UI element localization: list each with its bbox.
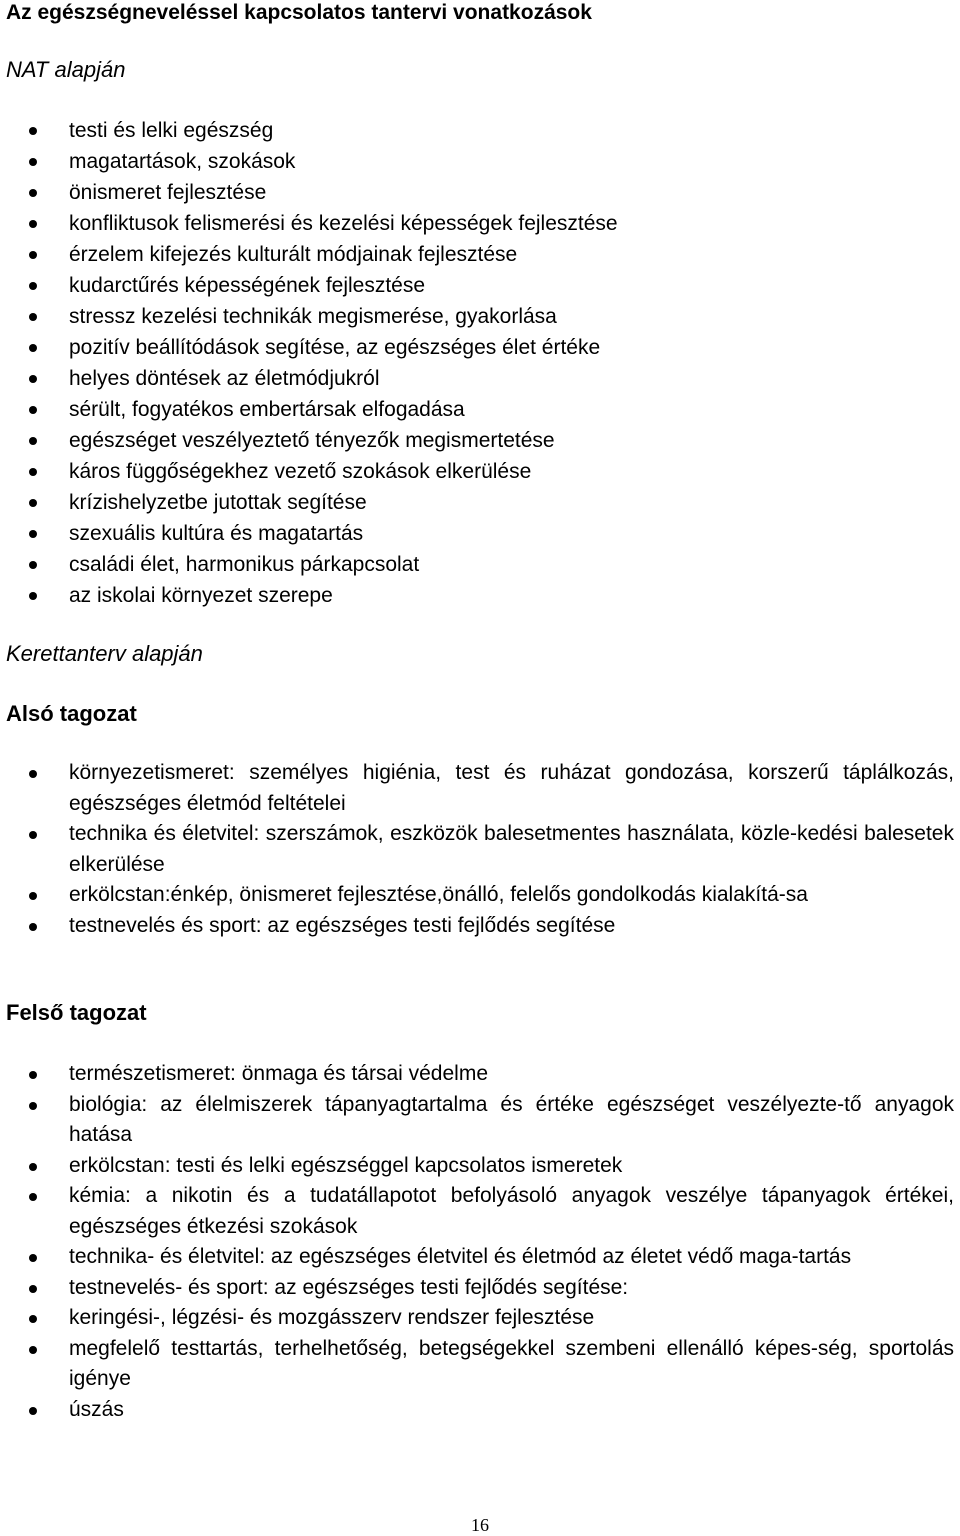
list-item (0, 1151, 960, 1182)
list-item-text: magatartások, szokások (69, 150, 296, 173)
list-item-text: helyes döntések az életmódjukról (69, 367, 380, 390)
bullet-icon (29, 1254, 37, 1262)
bullet-icon (29, 499, 37, 507)
list-item (0, 580, 960, 611)
page-number: 16 (471, 1515, 489, 1535)
bullet-icon (29, 770, 37, 778)
list-item (0, 177, 960, 208)
list-item (0, 301, 960, 332)
list-item-text: testnevelés és sport: az egészséges testi fejlődés segítése (69, 913, 616, 937)
list-item (0, 1395, 960, 1426)
list-item-text: krízishelyzetbe jutottak segítése (69, 491, 367, 514)
bullet-icon (29, 1346, 37, 1354)
list-item-text: kudarctűrés képességének fejlesztése (69, 274, 426, 297)
kerettanterv-heading: Kerettanterv alapján (6, 641, 203, 666)
list-item (0, 332, 960, 363)
list-item-text: testi és lelki egészség (69, 119, 274, 142)
list-item (0, 819, 960, 880)
list-item (0, 1242, 960, 1273)
list-item-text: erkölcstan: testi és lelki egészséggel kapcsolatos ismeretek (69, 1153, 623, 1177)
bullet-icon (29, 892, 37, 900)
list-item (0, 880, 960, 911)
nat-list (0, 115, 960, 611)
bullet-icon (29, 220, 37, 228)
bullet-icon (29, 561, 37, 569)
list-item (0, 394, 960, 425)
list-item-text: megfelelő testtartás, terhelhetőség, betegségekkel szembeni ellenálló képes-ség, sportolás igénye (69, 1336, 954, 1390)
bullet-icon (29, 923, 37, 931)
list-item-text: konfliktusok felismerési és kezelési képességek fejlesztése (69, 212, 618, 235)
list-item (0, 758, 960, 819)
list-item-text: technika- és életvitel: az egészséges életvitel és életmód az életet védő maga-tartás (69, 1245, 852, 1268)
bullet-icon (29, 375, 37, 383)
bullet-icon (29, 831, 37, 839)
list-item-text: környezetismeret: személyes higiénia, test és ruházat gondozása, korszerű táplálkozás, egészséges életmód feltételei (69, 761, 954, 815)
list-item (0, 456, 960, 487)
list-item (0, 1090, 960, 1151)
list-item-text: szexuális kultúra és magatartás (69, 522, 364, 545)
list-item-text: érzelem kifejezés kulturált módjainak fejlesztése (69, 243, 518, 266)
list-item (0, 518, 960, 549)
list-item (0, 1273, 960, 1304)
list-item (0, 115, 960, 146)
list-item (0, 1059, 960, 1090)
bullet-icon (29, 1285, 37, 1293)
list-item-text: stressz kezelési technikák megismerése, gyakorlása (69, 305, 557, 328)
list-item-text: egészséget veszélyeztető tényezők megismertetése (69, 429, 555, 452)
list-item (0, 487, 960, 518)
bullet-icon (29, 251, 37, 259)
bullet-icon (29, 282, 37, 290)
list-item-text: erkölcstan:énkép, önismeret fejlesztése,önálló, felelős gondolkodás kialakítá-sa (69, 883, 808, 906)
list-item-text: testnevelés- és sport: az egészséges testi fejlődés segítése: (69, 1275, 629, 1299)
bullet-icon (29, 530, 37, 538)
felso-tagozat-heading: Felső tagozat (6, 1000, 147, 1025)
list-item (0, 1334, 960, 1395)
list-item-text: kémia: a nikotin és a tudatállapotot befolyásoló anyagok veszélye tápanyagok értékei, egészséges étkezési szokások (69, 1184, 954, 1238)
list-item (0, 270, 960, 301)
bullet-icon (29, 189, 37, 197)
list-item-text: önismeret fejlesztése (69, 181, 267, 204)
also-tagozat-heading: Alsó tagozat (6, 701, 137, 726)
list-item (0, 146, 960, 177)
felso-list (0, 1059, 960, 1425)
list-item (0, 208, 960, 239)
bullet-icon (29, 592, 37, 600)
list-item-text: pozitív beállítódások segítése, az egészséges élet értéke (69, 336, 601, 359)
nat-heading: NAT alapján (6, 57, 126, 82)
list-item-text: természetismeret: önmaga és társai védelme (69, 1062, 489, 1085)
list-item (0, 425, 960, 456)
bullet-icon (29, 158, 37, 166)
also-list (0, 758, 960, 941)
bullet-icon (29, 437, 37, 445)
list-item-text: káros függőségekhez vezető szokások elkerülése (69, 460, 532, 483)
bullet-icon (29, 1102, 37, 1110)
bullet-icon (29, 344, 37, 352)
bullet-icon (29, 1071, 37, 1079)
list-item-text: úszás (69, 1397, 124, 1421)
document-title: Az egészségneveléssel kapcsolatos tantervi vonatkozások (6, 1, 592, 24)
bullet-icon (29, 1193, 37, 1201)
list-item (0, 549, 960, 580)
bullet-icon (29, 127, 37, 135)
bullet-icon (29, 1163, 37, 1171)
list-item-text: biológia: az élelmiszerek tápanyagtartalma és értéke egészséget veszélyezte-tő anyagok hatása (69, 1092, 954, 1146)
list-item-text: családi élet, harmonikus párkapcsolat (69, 553, 420, 576)
bullet-icon (29, 468, 37, 476)
list-item (0, 911, 960, 942)
bullet-icon (29, 406, 37, 414)
list-item (0, 363, 960, 394)
bullet-icon (29, 313, 37, 321)
list-item (0, 1181, 960, 1242)
list-item (0, 239, 960, 270)
list-item-text: keringési-, légzési- és mozgásszerv rendszer fejlesztése (69, 1306, 595, 1329)
list-item-text: az iskolai környezet szerepe (69, 584, 333, 607)
bullet-icon (29, 1315, 37, 1323)
list-item (0, 1303, 960, 1334)
list-item-text: sérült, fogyatékos embertársak elfogadása (69, 398, 465, 421)
bullet-icon (29, 1407, 37, 1415)
list-item-text: technika és életvitel: szerszámok, eszközök balesetmentes használata, közle-kedési balesetek elkerülése (69, 822, 954, 876)
